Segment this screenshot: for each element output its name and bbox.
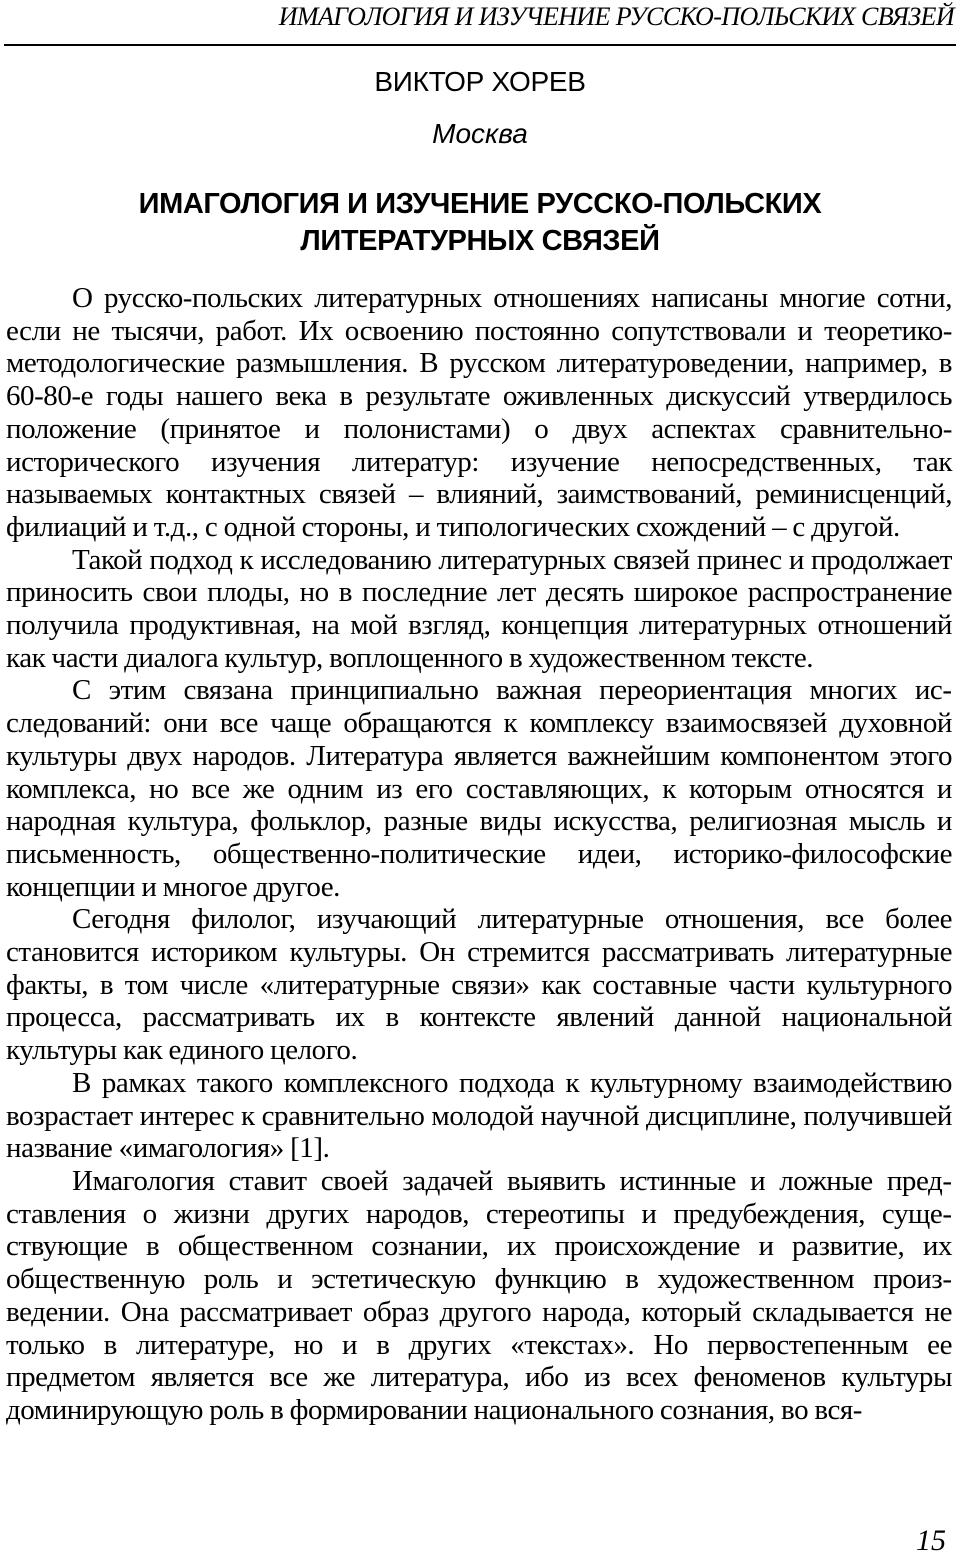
page-number: 15 (916, 1524, 946, 1557)
article-title-line-2: ЛИТЕРАТУРНЫХ СВЯЗЕЙ (300, 225, 660, 257)
author-name: ВИКТОР ХОРЕВ (374, 66, 586, 97)
article-title (60, 186, 900, 260)
paragraph-4: Сегодня филолог, изучающий литературные отношения, все более становится историком культуры. Он стремится рассматривать литературные факты, в том числе «литературные связи» как составные части культурного процесса, рассматривать их в контексте явлений данной национальной культуры как единого целого. (6, 903, 952, 1067)
paragraph-1: О русско-польских литературных отношениях написаны многие сотни, если не тысячи, работ. Их освоению постоянно сопутствовали и теоретико-методологические размышления. В русском литературоведении, например, в 60-80-е годы нашего века в результате оживленных дискуссий утвердилось положение (принятое и полонистами) о двух аспектах сравнительно-исторического изучения литератур: изучение непосредственных, так называемых контактных связей – влияний, заимствований, реминисценций, филиаций и т.д., с одной стороны, и типологических схождений – с другой. (6, 282, 952, 543)
article-body (6, 282, 952, 1427)
paragraph-5: В рамках такого комплексного подхода к культурному взаимодействию возрастает интерес к сравнительно молодой научной дисциплине, получившей название «имагология» [1]. (6, 1066, 952, 1165)
article-title-line-1: ИМАГОЛОГИЯ И ИЗУЧЕНИЕ РУССКО-ПОЛЬСКИХ (138, 188, 822, 220)
paragraph-2: Такой подход к исследованию литературных связей принес и продолжает приносить свои плоды, но в последние лет десять широкое распространение получила продуктивная, на мой взгляд, концепция литературных отношений как части диалога культур, воплощенного в художественном тексте. (6, 543, 952, 674)
author-city: Москва (432, 118, 528, 149)
paragraph-6: Имагология ставит своей задачей выявить истинные и ложные представления о жизни других народов, стереотипы и предубеждения, существующие в общественном сознании, их происхождение и развитие, их общественную роль и эстетическую функцию в художественном произведении. Она рассматривает образ другого народа, который складывается не только в литературе, но и в других «текстах». Но первостепенным ее предметом является все же литература, ибо из всех феноменов культуры доминирующую роль в формировании национального сознания, во вся- (6, 1164, 952, 1426)
paragraph-3: С этим связана принципиально важная переориентация многих исследований: они все чаще обращаются к комплексу взаимосвязей духовной культуры двух народов. Литература является важнейшим компонентом этого комплекса, но все же одним из его составляющих, к которым относятся и народная культура, фольклор, разные виды искусства, религиозная мысль и письменность, общественно-политические идеи, историко-философские концепции и многое другое. (6, 674, 952, 903)
running-head: ИМАГОЛОГИЯ И ИЗУЧЕНИЕ РУССКО-ПОЛЬСКИХ СВЯЗЕЙ (278, 2, 954, 31)
header-rule (4, 44, 956, 46)
